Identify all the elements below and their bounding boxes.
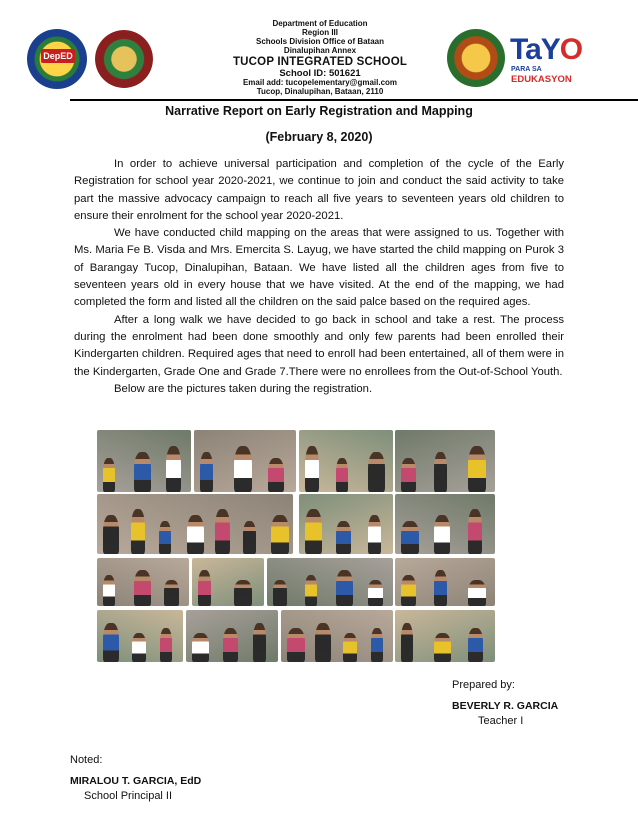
tayo-logo-prefix: TaY bbox=[510, 33, 560, 66]
registration-photo bbox=[395, 610, 495, 662]
person-figure bbox=[198, 570, 211, 606]
letterhead-divider bbox=[70, 99, 638, 101]
person-figure bbox=[103, 623, 119, 662]
person-figure bbox=[234, 580, 252, 606]
person-figure bbox=[223, 628, 238, 662]
person-figure bbox=[287, 628, 305, 662]
registration-photo bbox=[395, 430, 495, 492]
person-figure bbox=[134, 570, 151, 606]
person-figure bbox=[166, 446, 181, 493]
email-line: Email add: tucopelementary@gmail.com bbox=[242, 78, 398, 88]
person-figure bbox=[368, 515, 381, 554]
person-figure bbox=[134, 452, 151, 492]
school-name: TUCOP INTEGRATED SCHOOL bbox=[232, 55, 408, 68]
school-id: School ID: 501621 bbox=[279, 67, 361, 79]
person-figure bbox=[159, 521, 171, 554]
noted-label: Noted: bbox=[70, 754, 103, 766]
person-figure bbox=[243, 521, 256, 554]
region-line: Region III bbox=[302, 27, 338, 37]
annex-line: Dinalupihan Annex bbox=[283, 45, 357, 55]
person-figure bbox=[368, 452, 385, 492]
person-figure bbox=[305, 446, 319, 493]
registration-photo bbox=[281, 610, 393, 662]
person-figure bbox=[315, 623, 331, 662]
report-title: Narrative Report on Early Registration and Mapping bbox=[165, 104, 473, 118]
registration-photo bbox=[395, 494, 495, 554]
person-figure bbox=[468, 446, 486, 493]
person-figure bbox=[434, 452, 447, 492]
person-figure bbox=[164, 580, 179, 606]
person-figure bbox=[368, 580, 383, 606]
person-figure bbox=[401, 458, 416, 492]
registration-photo bbox=[97, 558, 189, 606]
person-figure bbox=[187, 515, 204, 554]
person-figure bbox=[336, 458, 348, 492]
tayo-logo-suffix: O bbox=[559, 33, 583, 66]
preparer-name: BEVERLY R. GARCIA bbox=[452, 700, 559, 712]
paragraph-3: After a long walk we have decided to go back in school and take a rest. The process during the enrolment had been done smoothly and only few parents had been enrolled their Kindergarten children. Required ages that need to enroll had been entertained, all of them were in the Kindergarten, Grade One and Grade 7.There were no enrollees from the Out-of-School Youth. bbox=[74, 313, 564, 378]
registration-photo bbox=[97, 494, 293, 554]
person-figure bbox=[305, 575, 317, 606]
tayo-para-sa-edukasyon-logo bbox=[507, 33, 589, 85]
registration-photo bbox=[267, 558, 393, 606]
person-figure bbox=[401, 575, 416, 606]
registration-photo bbox=[299, 494, 393, 554]
person-figure bbox=[401, 623, 413, 662]
registration-photo bbox=[192, 558, 264, 606]
person-figure bbox=[215, 509, 230, 554]
address-line: Tucop, Dinalupihan, Bataan, 2110 bbox=[256, 87, 384, 97]
registration-photo-collage bbox=[97, 428, 497, 662]
registration-photo bbox=[186, 610, 278, 662]
person-figure bbox=[434, 633, 451, 662]
person-figure bbox=[234, 446, 252, 493]
person-figure bbox=[103, 458, 115, 492]
person-figure bbox=[371, 628, 383, 662]
paragraph-2: We have conducted child mapping on the areas that were assigned to us. Together with Ms. Maria Fe B. Visda and Mrs. Emercita S. Layug, we have started the child mapping on Purok 3 of Barangay Tucop, Dinalupihan, Bataan. We have listed all the children ages from five to seventeen years old in every house that we have visited. At the end of the mapping, we had completed the form and listed all the children on the said palce based on the required ages. bbox=[74, 227, 564, 309]
report-body bbox=[74, 156, 564, 398]
letterhead-text bbox=[190, 20, 450, 97]
person-figure bbox=[131, 509, 145, 554]
paragraph-1: In order to achieve universal participation and completion of the cycle of the Early Registration for school year 2020-2021, we continue to join and conduct the said activity to take part the massive advocacy campaign to reach all five years to seventeen years old children to ensure their enrolment for the school year 2020-2021. bbox=[74, 158, 564, 222]
person-figure bbox=[253, 623, 266, 662]
person-figure bbox=[200, 452, 213, 492]
department-line: Department of Education bbox=[272, 19, 368, 28]
division-line: Schools Division Office of Bataan bbox=[255, 36, 385, 46]
person-figure bbox=[132, 633, 146, 662]
person-figure bbox=[271, 515, 289, 554]
tayo-logo-word bbox=[510, 33, 582, 67]
registration-photo bbox=[395, 558, 495, 606]
deped-logo-text: DepED bbox=[41, 49, 75, 63]
person-figure bbox=[336, 570, 353, 606]
registration-photo bbox=[97, 610, 183, 662]
prepared-by-label: Prepared by: bbox=[452, 679, 515, 691]
registration-photo bbox=[299, 430, 393, 492]
person-figure bbox=[160, 628, 172, 662]
person-figure bbox=[401, 521, 419, 554]
registration-photo bbox=[194, 430, 296, 492]
noter-name: MIRALOU T. GARCIA, EdD bbox=[70, 775, 202, 787]
person-figure bbox=[268, 458, 284, 492]
person-figure bbox=[468, 509, 482, 554]
preparer-title: Teacher I bbox=[478, 715, 524, 727]
person-figure bbox=[103, 515, 119, 554]
district-dinalupihan-seal-icon bbox=[95, 30, 153, 88]
person-figure bbox=[305, 509, 322, 554]
noter-title: School Principal II bbox=[84, 790, 173, 802]
tayo-logo-line1: PARA SA bbox=[511, 66, 542, 73]
person-figure bbox=[468, 580, 486, 606]
person-figure bbox=[103, 575, 115, 606]
person-figure bbox=[434, 570, 447, 606]
person-figure bbox=[468, 628, 483, 662]
letterhead bbox=[0, 0, 638, 100]
school-seal-icon bbox=[447, 29, 505, 87]
person-figure bbox=[343, 633, 357, 662]
report-date: (February 8, 2020) bbox=[265, 130, 373, 144]
registration-photo bbox=[97, 430, 191, 492]
person-figure bbox=[434, 515, 450, 554]
tayo-logo-line2: EDUKASYON bbox=[511, 74, 572, 85]
paragraph-4: Below are the pictures taken during the registration. bbox=[114, 382, 373, 395]
person-figure bbox=[273, 580, 287, 606]
person-figure bbox=[192, 633, 209, 662]
person-figure bbox=[336, 521, 351, 554]
